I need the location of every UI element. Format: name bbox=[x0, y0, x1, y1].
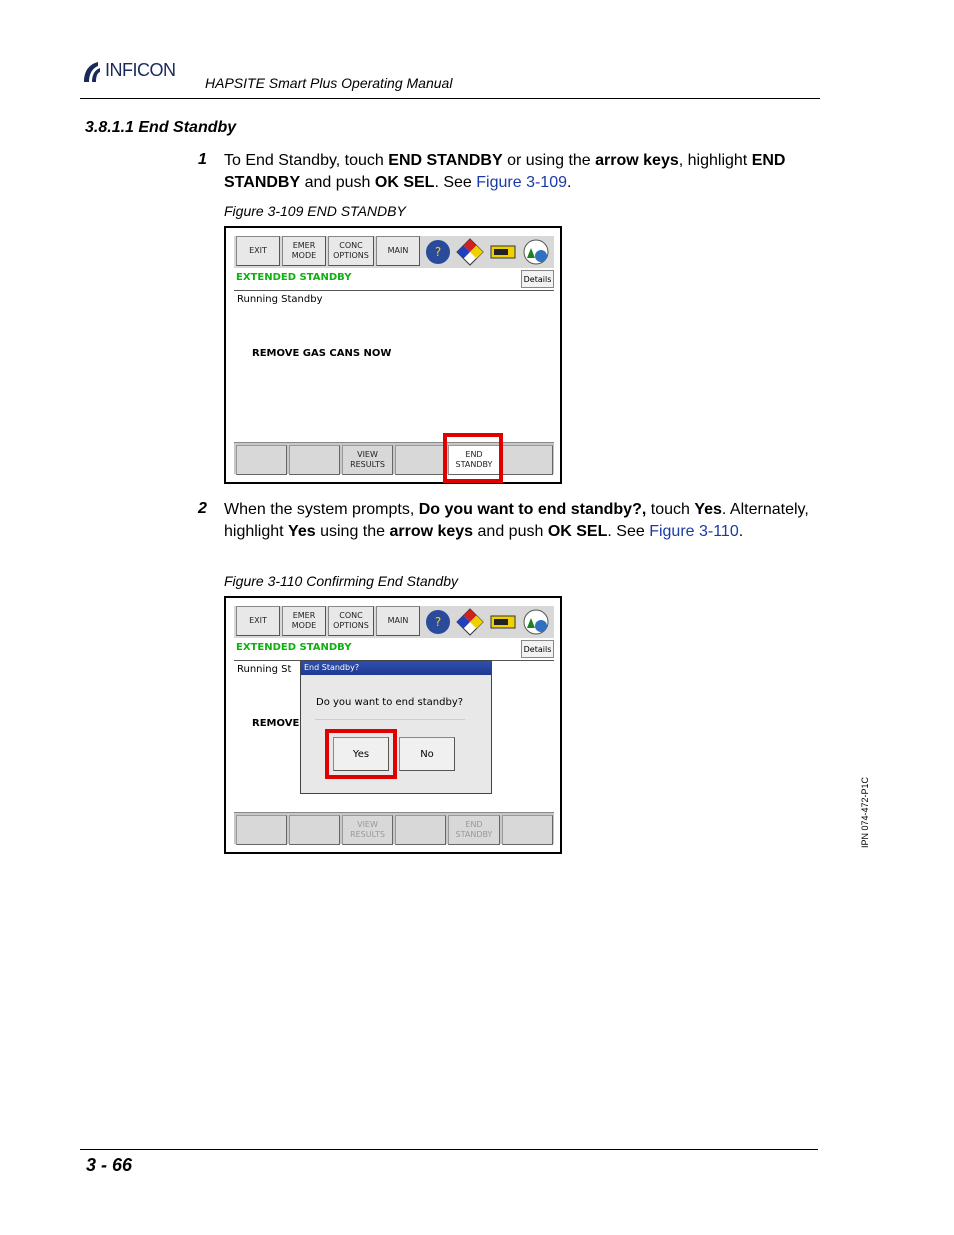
manual-title: HAPSITE Smart Plus Operating Manual bbox=[205, 75, 453, 91]
end-standby-button[interactable]: END STANDBY bbox=[448, 815, 500, 845]
bottom-softkey-bar bbox=[234, 442, 554, 474]
running-standby-text: Running Standby bbox=[237, 294, 323, 305]
screen-divider bbox=[234, 290, 554, 291]
figure-3-110-caption: Figure 3-110 Confirming End Standby bbox=[224, 573, 458, 589]
bottom-softkey-bar bbox=[234, 812, 554, 844]
view-results-button[interactable]: VIEW RESULTS bbox=[342, 815, 393, 845]
status-extended-standby: EXTENDED STANDBY bbox=[236, 642, 352, 653]
figure-3-109-screen bbox=[224, 226, 562, 484]
network-globe-icon bbox=[522, 608, 550, 636]
svg-text:?: ? bbox=[434, 615, 442, 629]
toolbar bbox=[234, 236, 554, 268]
step-1-number: 1 bbox=[198, 151, 207, 168]
softkey-6[interactable] bbox=[502, 815, 553, 845]
main-button[interactable]: MAIN bbox=[376, 236, 420, 266]
brand-name: INFICON bbox=[105, 60, 176, 80]
end-standby-dialog bbox=[300, 660, 492, 794]
softkey-1[interactable] bbox=[236, 815, 287, 845]
help-icon[interactable] bbox=[424, 238, 452, 266]
softkey-2[interactable] bbox=[289, 815, 340, 845]
toolbar bbox=[234, 606, 554, 638]
help-icon[interactable] bbox=[424, 608, 452, 636]
yes-button[interactable]: Yes bbox=[333, 737, 389, 771]
battery-icon bbox=[489, 608, 517, 636]
dialog-message: Do you want to end standby? bbox=[316, 697, 464, 708]
softkey-2[interactable] bbox=[289, 445, 340, 475]
softkey-4[interactable] bbox=[395, 445, 446, 475]
info-icon[interactable] bbox=[456, 608, 484, 636]
exit-button[interactable]: EXIT bbox=[236, 236, 280, 266]
step-1-text: To End Standby, touch END STANDBY or using the arrow keys, highlight END STANDBY and push OK SEL. See Figure 3-109. bbox=[224, 152, 786, 191]
emer-mode-button[interactable]: EMER MODE bbox=[282, 236, 326, 266]
section-heading: 3.8.1.1 End Standby bbox=[85, 119, 237, 136]
emer-mode-button[interactable]: EMER MODE bbox=[282, 606, 326, 636]
remove-gas-cans-message: REMOVE GAS CANS NOW bbox=[252, 348, 392, 359]
conc-options-button[interactable]: CONC OPTIONS bbox=[328, 606, 374, 636]
running-standby-text-clipped: Running St bbox=[237, 664, 292, 675]
end-standby-button[interactable]: END STANDBY bbox=[448, 445, 500, 475]
yes-highlight-box bbox=[325, 729, 397, 779]
footer-divider bbox=[80, 1149, 818, 1150]
main-button[interactable]: MAIN bbox=[376, 606, 420, 636]
dialog-title: End Standby? bbox=[301, 661, 491, 675]
softkey-6[interactable] bbox=[502, 445, 553, 475]
status-extended-standby: EXTENDED STANDBY bbox=[236, 272, 352, 283]
details-button[interactable]: Details bbox=[521, 640, 554, 658]
figure-3-109-link[interactable]: Figure 3-109 bbox=[476, 174, 567, 191]
battery-icon bbox=[489, 238, 517, 266]
end-standby-highlight-box bbox=[443, 433, 503, 483]
step-2-number: 2 bbox=[198, 500, 207, 517]
step-2-text: When the system prompts, Do you want to end standby?, touch Yes. Alternately, highlight Yes using the arrow keys and push OK SEL. See Figure 3-110. bbox=[224, 501, 809, 540]
svg-text:?: ? bbox=[434, 245, 442, 259]
softkey-1[interactable] bbox=[236, 445, 287, 475]
view-results-button[interactable]: VIEW RESULTS bbox=[342, 445, 393, 475]
document-ipn: IPN 074-472-P1C bbox=[860, 776, 870, 848]
figure-3-110-link[interactable]: Figure 3-110 bbox=[649, 523, 739, 540]
softkey-4[interactable] bbox=[395, 815, 446, 845]
network-globe-icon bbox=[522, 238, 550, 266]
header-divider bbox=[80, 98, 820, 99]
figure-3-110-screen bbox=[224, 596, 562, 854]
conc-options-button[interactable]: CONC OPTIONS bbox=[328, 236, 374, 266]
no-button[interactable]: No bbox=[399, 737, 455, 771]
info-icon[interactable] bbox=[456, 238, 484, 266]
dialog-divider bbox=[315, 719, 465, 720]
details-button[interactable]: Details bbox=[521, 270, 554, 288]
exit-button[interactable]: EXIT bbox=[236, 606, 280, 636]
remove-message-clipped: REMOVE bbox=[252, 718, 300, 729]
figure-3-109-caption: Figure 3-109 END STANDBY bbox=[224, 203, 406, 219]
page-number: 3 - 66 bbox=[86, 1155, 133, 1175]
